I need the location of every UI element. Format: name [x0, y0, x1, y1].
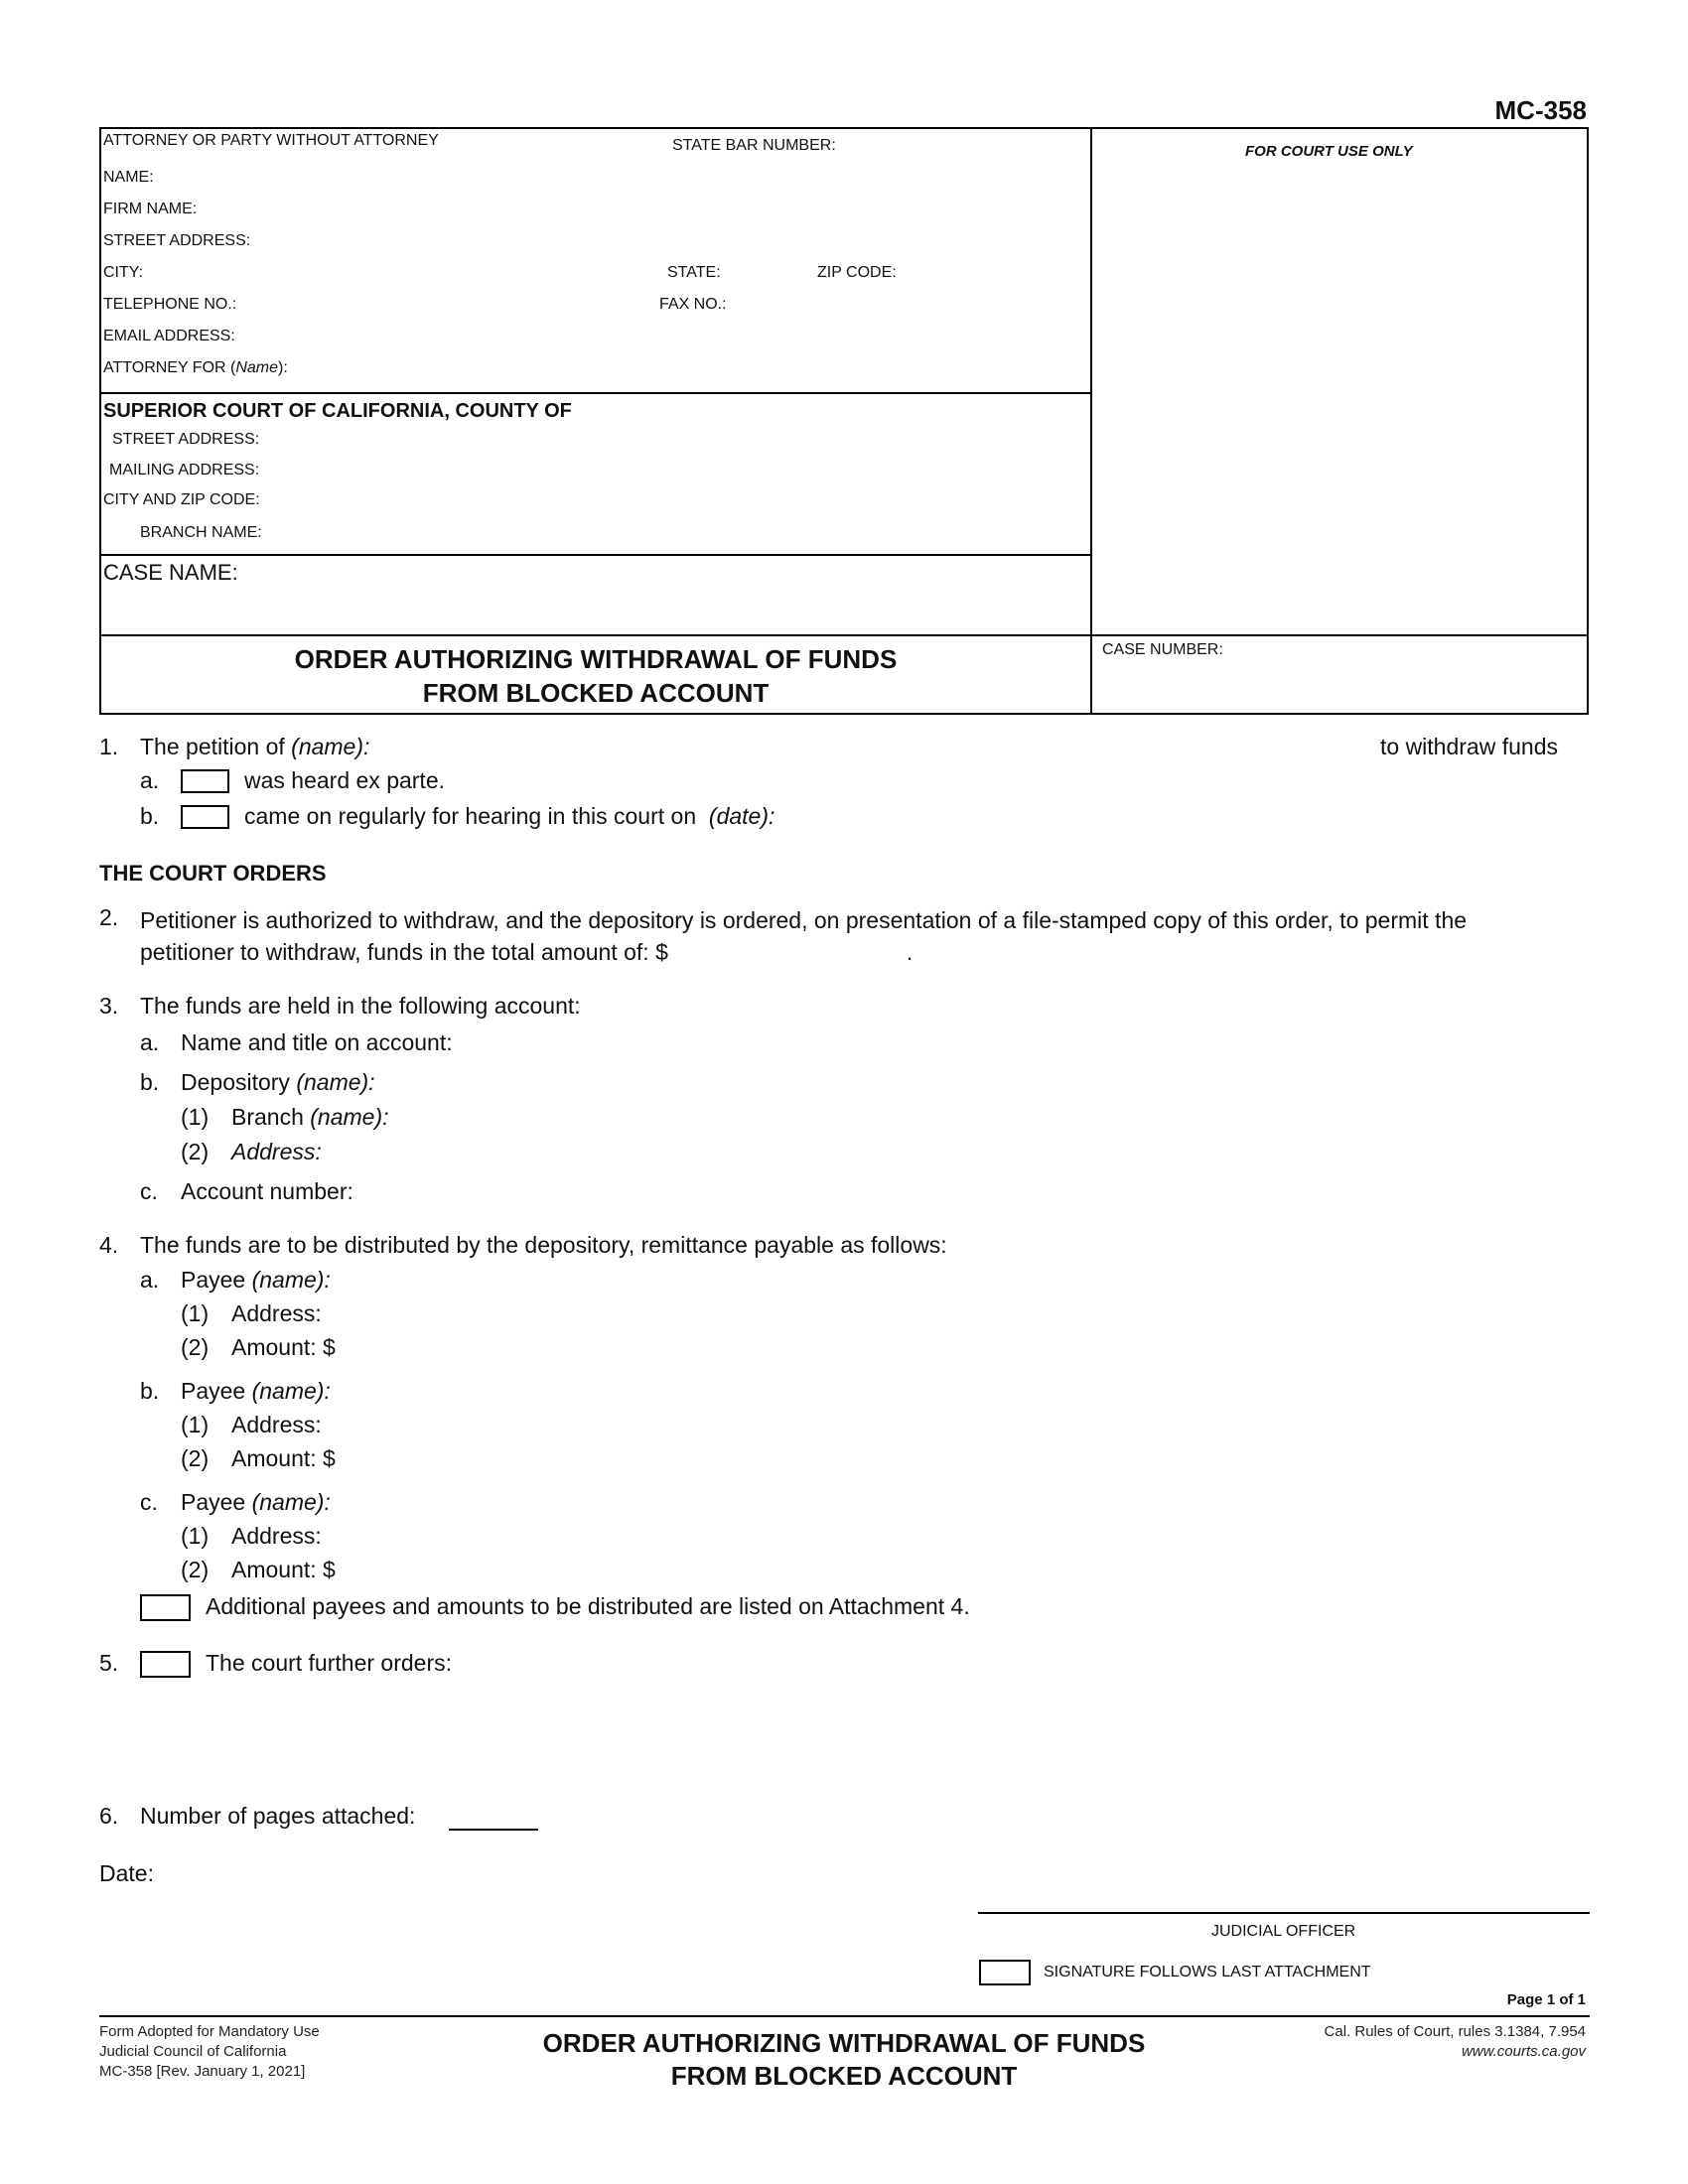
county-input[interactable]: [635, 399, 1076, 427]
payee-a-address-number: (1): [181, 1300, 210, 1326]
item1b-letter: b.: [140, 803, 160, 829]
street-label: STREET ADDRESS:: [103, 232, 251, 249]
further-orders-input[interactable]: [140, 1684, 1584, 1797]
item3b1-text: Branch (name):: [231, 1104, 389, 1130]
city-label: CITY:: [103, 264, 144, 281]
item1-tail: to withdraw funds: [1380, 734, 1558, 759]
payee-b-amount-label: Amount: $: [231, 1445, 336, 1471]
payee-b-name-input[interactable]: [357, 1376, 1583, 1406]
payee-c-address-input[interactable]: [338, 1521, 1583, 1551]
firm-input[interactable]: [204, 197, 1081, 222]
item6-text: Number of pages attached:: [140, 1803, 416, 1829]
item1b-checkbox[interactable]: [181, 805, 229, 829]
item4-number: 4.: [99, 1232, 119, 1258]
courts-website-link[interactable]: www.courts.ca.gov: [1461, 2043, 1586, 2060]
court-branch-input[interactable]: [274, 520, 1072, 546]
attorney-for-label: ATTORNEY FOR (Name):: [103, 359, 288, 376]
item1b-text: came on regularly for hearing in this court on (date):: [244, 803, 775, 829]
street-input[interactable]: [260, 228, 1078, 254]
item3-text: The funds are held in the following account:: [140, 993, 581, 1019]
court-orders-heading: THE COURT ORDERS: [99, 861, 327, 886]
payee-b-letter: b.: [140, 1378, 160, 1404]
item2-number: 2.: [99, 904, 119, 930]
account-name-input[interactable]: [487, 1027, 1583, 1057]
casename-title-divider: [99, 634, 1589, 636]
form-id: MC-358: [1494, 95, 1587, 125]
court-mailing-input[interactable]: [274, 458, 1072, 483]
payee-b-amount-input[interactable]: [348, 1443, 749, 1473]
depository-address-input[interactable]: [338, 1137, 1583, 1166]
footer-right: Cal. Rules of Court, rules 3.1384, 7.954 www.courts.ca.gov: [1324, 2023, 1586, 2060]
signature-follows-checkbox[interactable]: [979, 1960, 1031, 1985]
item3b-text: Depository (name):: [181, 1069, 375, 1095]
court-casename-divider: [99, 554, 1091, 556]
case-number-label: CASE NUMBER:: [1102, 641, 1223, 658]
case-name-label: CASE NAME:: [103, 560, 238, 585]
fax-input[interactable]: [737, 292, 1078, 318]
footer-left: Form Adopted for Mandatory Use Judicial Council of California MC-358 [Rev. January 1, 2021]: [99, 2023, 320, 2080]
payee-a-amount-label: Amount: $: [231, 1334, 336, 1360]
attorney-for-input[interactable]: [303, 355, 1076, 381]
item1-number: 1.: [99, 734, 119, 759]
date-input[interactable]: [169, 1858, 669, 1888]
further-orders-checkbox[interactable]: [140, 1651, 191, 1678]
name-label: NAME:: [103, 169, 154, 186]
court-cityzip-input[interactable]: [274, 487, 1072, 513]
account-number-input[interactable]: [377, 1176, 1583, 1206]
item5-text: The court further orders:: [206, 1650, 452, 1676]
court-street-label: STREET ADDRESS:: [112, 431, 260, 448]
case-name-input[interactable]: [107, 590, 1084, 627]
payee-a-letter: a.: [140, 1267, 160, 1293]
payee-b-address-number: (1): [181, 1412, 210, 1437]
phone-input[interactable]: [246, 292, 657, 318]
item1-text: The petition of (name):: [140, 734, 370, 759]
state-label: STATE:: [667, 264, 721, 281]
branch-name-input[interactable]: [417, 1102, 1583, 1132]
firm-label: FIRM NAME:: [103, 201, 198, 217]
total-amount-input[interactable]: [725, 936, 957, 966]
fax-label: FAX NO.:: [659, 296, 727, 313]
payee-c-label: Payee (name):: [181, 1489, 331, 1515]
item3b2-number: (2): [181, 1139, 210, 1164]
court-cityzip-label: CITY AND ZIP CODE:: [103, 491, 260, 508]
depository-name-input[interactable]: [407, 1067, 1583, 1097]
email-input[interactable]: [248, 324, 1076, 349]
case-number-input[interactable]: [1102, 665, 1583, 707]
payee-b-label: Payee (name):: [181, 1378, 331, 1404]
footer-title: ORDER AUTHORIZING WITHDRAWAL OF FUNDS FROM BLOCKED ACCOUNT: [542, 2028, 1146, 2091]
item3b2-text: Address:: [231, 1139, 322, 1164]
zip-input[interactable]: [906, 260, 1078, 286]
footer-rule: [99, 2015, 1590, 2017]
payee-b-amount-number: (2): [181, 1445, 210, 1471]
item3c-letter: c.: [140, 1178, 158, 1204]
payee-c-letter: c.: [140, 1489, 158, 1515]
payee-a-amount-number: (2): [181, 1334, 210, 1360]
item4-text: The funds are to be distributed by the depository, remittance payable as follows:: [140, 1232, 947, 1258]
item1a-text: was heard ex parte.: [244, 767, 446, 793]
form-title: ORDER AUTHORIZING WITHDRAWAL OF FUNDS FROM BLOCKED ACCOUNT: [294, 644, 898, 708]
payee-c-amount-input[interactable]: [348, 1555, 749, 1584]
payee-a-address-input[interactable]: [338, 1298, 1583, 1328]
pages-attached-input[interactable]: [449, 1799, 538, 1831]
court-title: SUPERIOR COURT OF CALIFORNIA, COUNTY OF: [103, 400, 572, 422]
attachment4-text: Additional payees and amounts to be distributed are listed on Attachment 4.: [206, 1593, 970, 1619]
payee-c-name-input[interactable]: [357, 1487, 1583, 1517]
attorney-label: ATTORNEY OR PARTY WITHOUT ATTORNEY: [103, 132, 439, 149]
state-input[interactable]: [730, 260, 813, 286]
petitioner-name-input[interactable]: [417, 732, 1374, 761]
item3a-letter: a.: [140, 1029, 160, 1055]
item5-number: 5.: [99, 1650, 119, 1676]
state-bar-label: STATE BAR NUMBER:: [672, 137, 836, 154]
header-vertical-divider: [1090, 127, 1092, 715]
payee-b-address-label: Address:: [231, 1412, 322, 1437]
item2-text: Petitioner is authorized to withdraw, and the depository is ordered, on presentation of a file-stamped copy of this order, to permit the petitioner to withdraw, funds in the total amount of: $ .: [140, 907, 1468, 965]
item3-number: 3.: [99, 993, 119, 1019]
payee-b-address-input[interactable]: [338, 1410, 1583, 1439]
name-input[interactable]: [159, 165, 1076, 191]
payee-c-address-label: Address:: [231, 1523, 322, 1549]
signature-follows-label: SIGNATURE FOLLOWS LAST ATTACHMENT: [1044, 1964, 1371, 1980]
attachment4-checkbox[interactable]: [140, 1594, 191, 1621]
item1a-checkbox[interactable]: [181, 769, 229, 793]
payee-a-amount-input[interactable]: [348, 1332, 749, 1362]
payee-a-address-label: Address:: [231, 1300, 322, 1326]
date-label: Date:: [99, 1860, 154, 1886]
payee-c-address-number: (1): [181, 1523, 210, 1549]
item6-number: 6.: [99, 1803, 119, 1829]
court-mailing-label: MAILING ADDRESS:: [109, 462, 260, 478]
court-use-label: FOR COURT USE ONLY: [1245, 143, 1413, 160]
payee-a-name-input[interactable]: [357, 1265, 1583, 1295]
signature-line: [978, 1912, 1590, 1914]
phone-label: TELEPHONE NO.:: [103, 296, 237, 313]
state-bar-input[interactable]: [852, 133, 1084, 159]
court-street-input[interactable]: [274, 427, 1072, 453]
item3a-text: Name and title on account:: [181, 1029, 453, 1055]
attorney-court-divider: [99, 392, 1091, 394]
city-input[interactable]: [149, 260, 659, 286]
item1a-letter: a.: [140, 767, 160, 793]
hearing-date-input[interactable]: [824, 801, 1384, 831]
payee-a-label: Payee (name):: [181, 1267, 331, 1293]
payee-c-amount-label: Amount: $: [231, 1557, 336, 1582]
judicial-officer-label: JUDICIAL OFFICER: [1211, 1923, 1356, 1940]
page-number: Page 1 of 1: [1506, 1991, 1586, 2008]
item3b-letter: b.: [140, 1069, 160, 1095]
email-label: EMAIL ADDRESS:: [103, 328, 235, 344]
item3c-text: Account number:: [181, 1178, 353, 1204]
payee-c-amount-number: (2): [181, 1557, 210, 1582]
court-branch-label: BRANCH NAME:: [140, 524, 262, 541]
zip-label: ZIP CODE:: [817, 264, 897, 281]
item3b1-number: (1): [181, 1104, 210, 1130]
